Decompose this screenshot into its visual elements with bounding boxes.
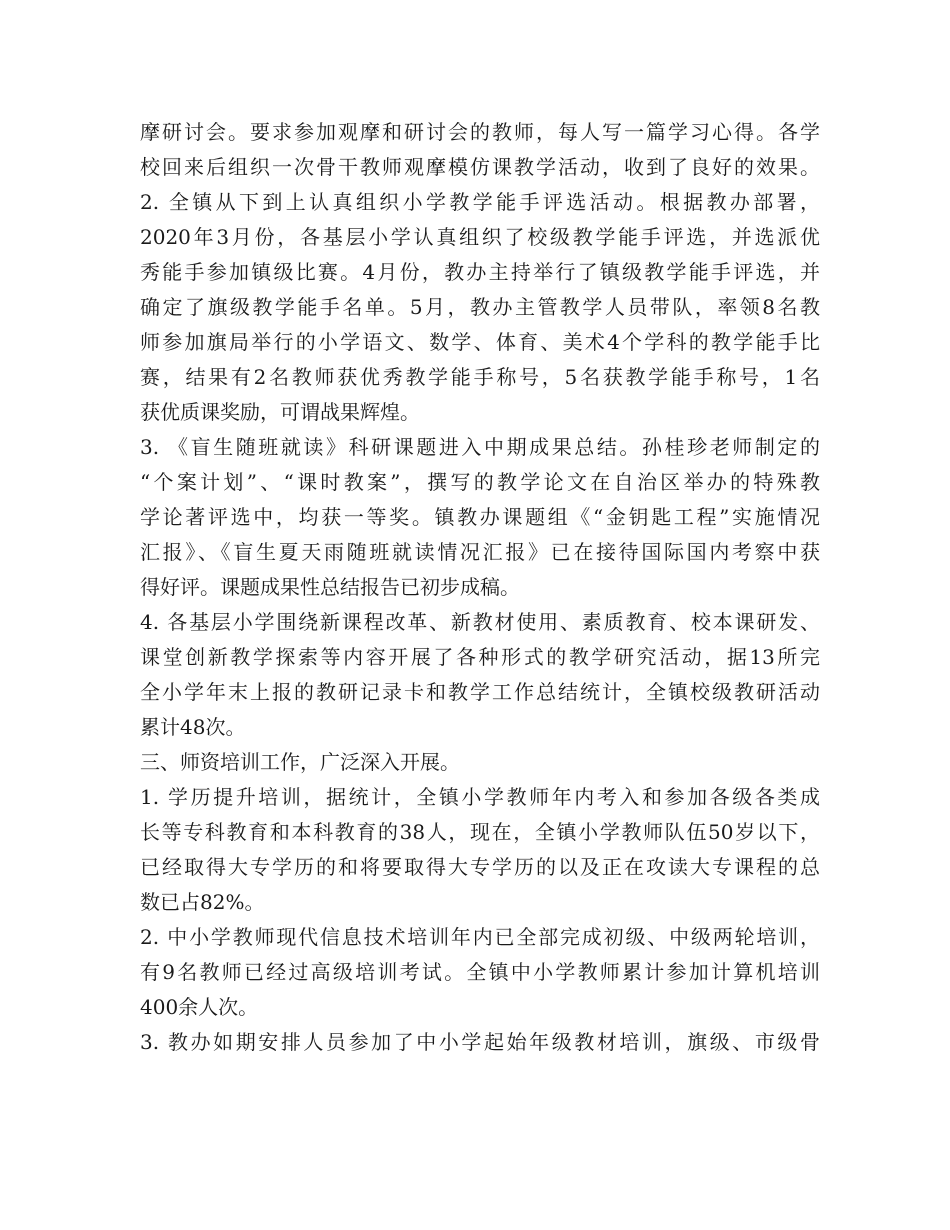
text-line: 长等专科教育和本科教育的38人，现在，全镇小学教师队伍50岁以下， (140, 820, 820, 844)
text-line: 全小学年末上报的教研记录卡和教学工作总结统计，全镇校级教研活动 (140, 680, 820, 704)
text-line: 4. 各基层小学围绕新课程改革、新教材使用、素质教育、校本课研发、 (140, 610, 820, 634)
text-line: 400余人次。 (140, 995, 259, 1019)
text-line: 得好评。课题成果性总结报告已初步成稿。 (140, 575, 520, 599)
text-line: 赛，结果有2名教师获优秀教学能手称号，5名获教学能手称号，1名 (140, 365, 820, 389)
text-line: 摩研讨会。要求参加观摩和研讨会的教师，每人写一篇学习心得。各学 (140, 120, 820, 144)
text-line: 有9名教师已经过高级培训考试。全镇中小学教师累计参加计算机培训 (140, 960, 820, 984)
document-body (140, 115, 820, 1060)
text-line: 1. 学历提升培训，据统计，全镇小学教师年内考入和参加各级各类成 (140, 785, 820, 809)
text-line: 2020年3月份，各基层小学认真组织了校级教学能手评选，并选派优 (140, 225, 820, 249)
text-line: 数已占82%。 (140, 890, 265, 914)
text-line: 师参加旗局举行的小学语文、数学、体育、美术4个学科的教学能手比 (140, 330, 820, 354)
text-line: 已经取得大专学历的和将要取得大专学历的以及正在攻读大专课程的总 (140, 855, 820, 879)
text-line: 汇报》、《盲生夏天雨随班就读情况汇报》已在接待国际国内考察中获 (140, 540, 820, 564)
text-line: 确定了旗级教学能手名单。5月，教办主管教学人员带队，率领8名教 (140, 295, 820, 319)
text-line: 3. 《盲生随班就读》科研课题进入中期成果总结。孙桂珍老师制定的 (140, 435, 820, 459)
text-line: “个案计划”、“课时教案”，撰写的教学论文在自治区举办的特殊教 (140, 470, 820, 494)
text-line: 获优质课奖励，可谓战果辉煌。 (140, 400, 420, 424)
text-line: 三、师资培训工作，广泛深入开展。 (140, 750, 460, 774)
text-line: 课堂创新教学探索等内容开展了各种形式的教学研究活动，据13所完 (140, 645, 820, 669)
text-line: 2. 中小学教师现代信息技术培训年内已全部完成初级、中级两轮培训， (140, 925, 820, 949)
text-line: 秀能手参加镇级比赛。4月份，教办主持举行了镇级教学能手评选，并 (140, 260, 820, 284)
text-line: 校回来后组织一次骨干教师观摩模仿课教学活动，收到了良好的效果。 (140, 155, 820, 179)
text-line: 3. 教办如期安排人员参加了中小学起始年级教材培训，旗级、市级骨 (140, 1030, 820, 1054)
text-line: 累计48次。 (140, 715, 246, 739)
text-line: 学论著评选中，均获一等奖。镇教办课题组《“金钥匙工程”实施情况 (140, 505, 820, 529)
text-line: 2. 全镇从下到上认真组织小学教学能手评选活动。根据教办部署， (140, 190, 820, 214)
